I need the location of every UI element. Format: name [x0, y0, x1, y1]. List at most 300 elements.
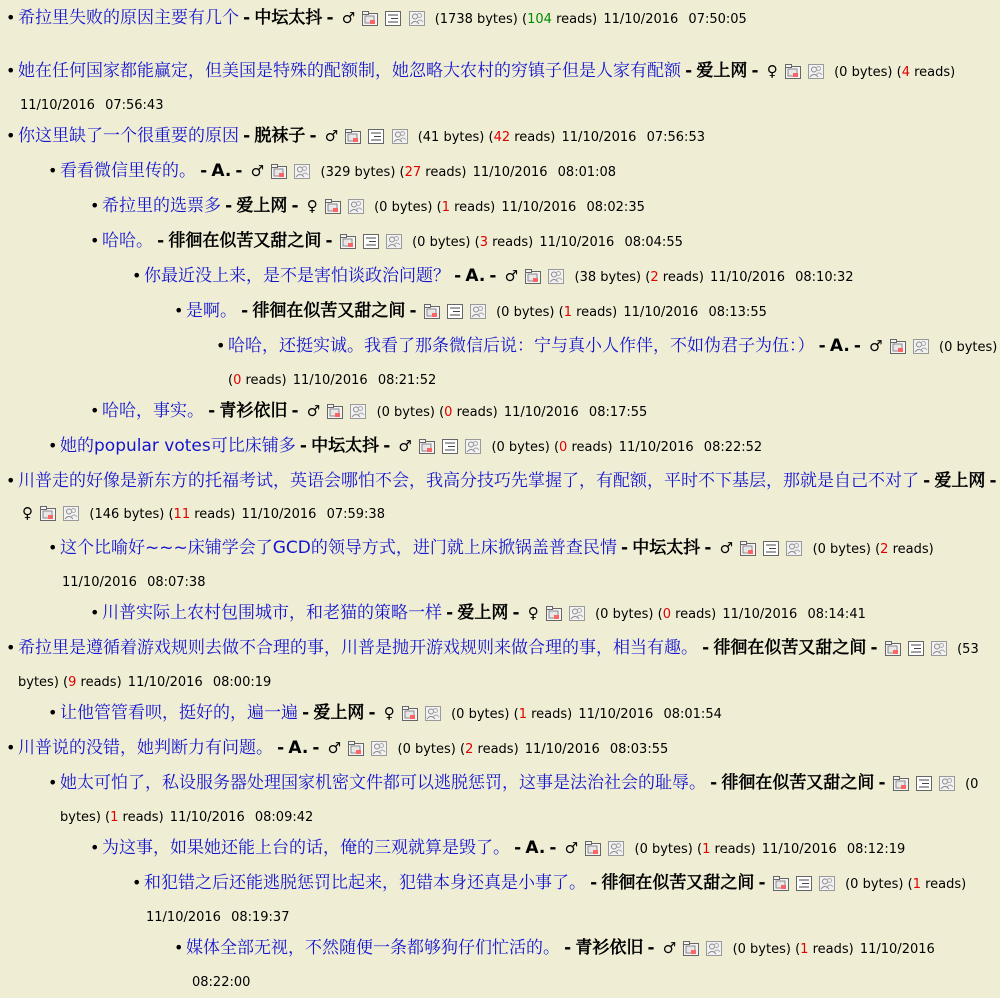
post-metadata: (0 bytes) (0 reads) 11/10/2016 08:17:55	[376, 405, 648, 420]
user-profile-icon[interactable]	[706, 938, 722, 968]
post-metadata: (0 bytes) (2 reads) 11/10/2016 08:07:38	[62, 542, 934, 590]
separator: -	[818, 336, 826, 356]
reply-list	[144, 933, 1000, 998]
gender-symbol: ♀	[22, 504, 33, 522]
post-title-link[interactable]: 这个比喻好~~~床铺学会了GCD的领导方式，进门就上床掀锅盖普查民情	[60, 538, 617, 558]
post-time: 07:59:38	[326, 507, 385, 522]
reply-list	[18, 698, 1000, 733]
user-profile-icon[interactable]	[786, 538, 802, 568]
reads-count: 2	[880, 542, 889, 557]
reads-count: 11	[173, 507, 191, 522]
post-title-link[interactable]: 看看微信里传的。	[60, 161, 196, 181]
user-profile-icon[interactable]	[348, 196, 364, 226]
thread-post	[4, 633, 1000, 733]
thread-post	[88, 226, 1000, 396]
reads-open-paren: (	[553, 440, 560, 455]
post-title-link[interactable]: 是啊。	[186, 301, 237, 321]
post-title-link[interactable]: 她的popular votes可比床铺多	[60, 436, 296, 456]
post-date: 11/10/2016	[761, 842, 837, 857]
reply-list	[18, 156, 1000, 466]
author-name[interactable]: 爱上网	[696, 61, 748, 81]
reply-list	[186, 331, 1000, 396]
folder-icon[interactable]	[525, 266, 541, 296]
post-title-link[interactable]: 她太可怕了，私设服务器处理国家机密文件都可以逃脱惩罚，这事是法治社会的耻辱。	[60, 773, 706, 793]
separator: -	[409, 301, 417, 321]
separator: -	[325, 231, 333, 251]
author-name[interactable]: 青衫依旧	[575, 938, 644, 958]
post-metadata: (0 bytes) (1 reads) 11/10/2016 08:02:35	[374, 200, 645, 215]
folder-icon[interactable]	[424, 301, 440, 331]
gender-symbol: ♀	[527, 604, 539, 622]
thread-post	[130, 868, 1000, 998]
thread-post	[88, 598, 1000, 633]
post-title-link[interactable]: 哈哈，事实。	[102, 401, 204, 421]
post-title-link[interactable]: 媒体全部无视，不然随便一条都够狗仔们忙活的。	[186, 938, 560, 958]
post-date: 11/10/2016	[603, 12, 679, 27]
post-metadata: (1738 bytes) (104 reads) 11/10/2016 07:50:05	[434, 12, 747, 27]
reads-count: 0	[662, 607, 671, 622]
post-title-link[interactable]: 和犯错之后还能逃脱惩罚比起来，犯错本身还真是小事了。	[144, 873, 586, 893]
reads-close-paren: )	[116, 675, 122, 690]
separator: -	[225, 196, 233, 216]
folder-icon[interactable]	[325, 196, 341, 226]
author-name[interactable]: 徘徊在似苦又甜之间	[168, 231, 322, 251]
post-size: (0 bytes)	[834, 65, 893, 80]
folder-icon[interactable]	[890, 336, 906, 366]
post-metadata: (0 bytes) (1 reads) 11/10/2016 08:09:42	[60, 777, 979, 825]
reads-close-paren: )	[750, 842, 756, 857]
reads-open-paren: (	[645, 270, 651, 285]
post-time: 08:22:52	[703, 440, 763, 455]
separator: -	[383, 436, 391, 456]
post-time: 08:07:38	[147, 575, 206, 590]
post-size: (0 bytes)	[496, 305, 555, 320]
post-date: 11/10/2016	[859, 942, 935, 957]
author-name[interactable]: 中坛太抖	[632, 538, 701, 558]
separator: -	[564, 938, 572, 958]
author-name[interactable]: 中坛太抖	[311, 436, 380, 456]
gender-symbol: ♂	[719, 539, 734, 557]
post-date: 11/10/2016	[146, 910, 221, 925]
gender-symbol: ♂	[341, 9, 356, 27]
thread-post	[46, 431, 1000, 466]
gender-symbol: ♂	[662, 939, 677, 957]
post-time: 07:56:43	[105, 98, 164, 113]
folder-icon[interactable]	[585, 838, 601, 868]
post-date: 11/10/2016	[241, 507, 317, 522]
post-metadata: (0 bytes) (0 reads) 11/10/2016 08:21:52	[228, 340, 998, 388]
reply-list	[60, 191, 1000, 431]
reads-close-paren: )	[490, 200, 496, 215]
post-size: (0 bytes)	[374, 200, 433, 215]
separator: -	[243, 126, 251, 146]
separator: -	[758, 873, 766, 893]
thread-post	[4, 56, 1000, 121]
folder-icon[interactable]	[885, 638, 901, 668]
user-profile-icon[interactable]	[425, 703, 441, 733]
separator: -	[454, 266, 462, 286]
author-name[interactable]: A.	[525, 838, 546, 858]
thread-post	[4, 733, 1000, 998]
post-title-link[interactable]: 川普走的好像是新东方的托福考试，英语会哪怕不会，我高分技巧先掌握了，有配额，平时不下基层，那就是自己不对了	[18, 471, 919, 491]
post-time: 08:04:55	[624, 235, 683, 250]
author-name[interactable]: 青衫依旧	[219, 401, 288, 421]
reads-count: 104	[527, 12, 552, 27]
folder-icon[interactable]	[893, 773, 909, 803]
reads-open-paren: (	[228, 373, 234, 388]
post-date: 11/10/2016	[578, 707, 654, 722]
reads-close-paren: )	[848, 942, 854, 957]
gender-symbol: ♂	[250, 162, 265, 180]
user-profile-icon[interactable]	[931, 638, 947, 668]
reads-count: 42	[493, 130, 511, 145]
user-profile-icon[interactable]	[939, 773, 955, 803]
text-icon[interactable]	[908, 638, 924, 668]
text-icon[interactable]	[916, 773, 932, 803]
post-time: 08:22:00	[192, 975, 251, 990]
reads-count: 4	[901, 65, 910, 80]
separator: -	[702, 638, 710, 658]
folder-icon[interactable]	[40, 503, 56, 533]
thread-post	[130, 261, 1000, 396]
post-metadata: (53 bytes) (9 reads) 11/10/2016 08:00:19	[18, 642, 979, 690]
post-size: (0 bytes)	[732, 942, 791, 957]
gender-symbol: ♂	[306, 402, 321, 420]
reads-open-paren: (	[168, 507, 174, 522]
folder-icon[interactable]	[402, 703, 418, 733]
post-size: (1738 bytes)	[434, 12, 518, 27]
post-metadata: (0 bytes) (0 reads) 11/10/2016 08:22:52	[491, 440, 763, 455]
post-size: (0 bytes)	[845, 877, 904, 892]
post-date: 11/10/2016	[62, 575, 137, 590]
separator: -	[157, 231, 165, 251]
separator: -	[514, 838, 522, 858]
post-metadata: (0 bytes) (4 reads) 11/10/2016 07:56:43	[20, 65, 956, 113]
thread-post	[46, 698, 1000, 733]
folder-icon[interactable]	[773, 873, 789, 903]
reply-list	[60, 598, 1000, 633]
reads-count: 0	[233, 373, 242, 388]
reads-count: 3	[479, 235, 488, 250]
post-title-link[interactable]: 她在任何国家都能赢定，但美国是特殊的配额制，她忽略大农村的穷镇子但是人家有配额	[18, 61, 681, 81]
reads-count: 27	[404, 165, 422, 180]
reads-count: 1	[563, 305, 572, 320]
separator: -	[235, 161, 243, 181]
separator: -	[751, 61, 759, 81]
post-title-link[interactable]: 为这事，如果她还能上台的话，俺的三观就算是毁了。	[102, 838, 510, 858]
post-metadata: (38 bytes) (2 reads) 11/10/2016 08:10:32	[574, 270, 854, 285]
gender-symbol: ♂	[504, 267, 519, 285]
separator: -	[309, 126, 317, 146]
reply-list	[102, 261, 1000, 396]
folder-icon[interactable]	[362, 8, 378, 38]
user-profile-icon[interactable]	[470, 301, 486, 331]
reads-count: 1	[518, 707, 527, 722]
post-title-link[interactable]: 你最近没上来，是不是害怕谈政治问题？	[144, 266, 450, 286]
post-title-link[interactable]: 哈哈，还挺实诚。我看了那条微信后说：宁与真小人作伴，不如伪君子为伍：）	[228, 336, 815, 356]
user-profile-icon[interactable]	[569, 603, 585, 633]
separator: -	[208, 401, 216, 421]
reads-count: 2	[650, 270, 659, 285]
reads-open-paren: (	[558, 305, 564, 320]
separator: -	[368, 703, 376, 723]
user-profile-icon[interactable]	[808, 61, 824, 91]
author-name[interactable]: A.	[465, 266, 486, 286]
reads-open-paren: (	[896, 65, 902, 80]
post-date: 11/10/2016	[501, 200, 577, 215]
reads-close-paren: )	[230, 507, 236, 522]
separator: -	[512, 603, 520, 623]
user-profile-icon[interactable]	[913, 336, 929, 366]
folder-icon[interactable]	[740, 538, 756, 568]
author-name[interactable]: 脱袜子	[254, 126, 306, 146]
reads-open-paren: (	[399, 165, 405, 180]
post-date: 11/10/2016	[503, 405, 579, 420]
post-date: 11/10/2016	[561, 130, 637, 145]
separator: -	[291, 196, 299, 216]
reply-list	[60, 833, 1000, 998]
reads-count: 0	[444, 405, 453, 420]
separator: -	[989, 471, 997, 491]
author-name[interactable]: 爱上网	[457, 603, 509, 623]
post-time: 08:03:55	[609, 742, 669, 757]
reads-open-paren: (	[697, 842, 703, 857]
post-title-link[interactable]: 川普说的没错，她判断力有问题。	[18, 738, 273, 758]
separator: -	[489, 266, 497, 286]
separator: -	[590, 873, 598, 893]
post-metadata: (0 bytes) (1 reads) 11/10/2016 08:01:54	[451, 707, 722, 722]
user-profile-icon[interactable]	[350, 401, 366, 431]
separator: -	[302, 703, 310, 723]
thread-post	[88, 396, 1000, 431]
post-date: 11/10/2016	[722, 607, 798, 622]
reads-close-paren: )	[528, 235, 534, 250]
thread-post	[88, 833, 1000, 998]
user-profile-icon[interactable]	[548, 266, 564, 296]
author-name[interactable]: 爱上网	[313, 703, 365, 723]
post-metadata: (41 bytes) (42 reads) 11/10/2016 07:56:53	[417, 130, 705, 145]
post-time: 08:10:32	[795, 270, 854, 285]
post-size: (0 bytes)	[412, 235, 471, 250]
post-metadata: (146 bytes) (11 reads) 11/10/2016 07:59:38	[89, 507, 385, 522]
separator: -	[870, 638, 878, 658]
text-icon[interactable]	[368, 126, 384, 156]
text-icon[interactable]	[385, 8, 401, 38]
folder-icon[interactable]	[345, 126, 361, 156]
reads-close-paren: )	[492, 405, 498, 420]
reads-close-paren: )	[698, 270, 704, 285]
separator: -	[685, 61, 693, 81]
reads-close-paren: )	[961, 877, 967, 892]
gender-symbol: ♂	[869, 337, 883, 355]
reads-open-paren: (	[105, 810, 111, 825]
folder-icon[interactable]	[271, 161, 287, 191]
separator: -	[200, 161, 208, 181]
post-date: 11/10/2016	[539, 235, 615, 250]
separator: -	[704, 538, 712, 558]
post-title-link[interactable]: 希拉里是遵循着游戏规则去做不合理的事，川普是抛开游戏规则来做合理的事，相当有趣。	[18, 638, 698, 658]
thread-post	[46, 533, 1000, 633]
reads-close-paren: )	[513, 742, 519, 757]
post-title-link[interactable]: 希拉里失败的原因主要有几个	[18, 8, 239, 28]
user-profile-icon[interactable]	[63, 503, 79, 533]
thread-post	[4, 3, 1000, 38]
post-metadata: (0 bytes) (1 reads) 11/10/2016 08:22:00	[192, 942, 935, 990]
post-title-link[interactable]: 哈哈。	[102, 231, 153, 251]
author-name[interactable]: 徘徊在似苦又甜之间	[252, 301, 406, 321]
separator: -	[277, 738, 285, 758]
post-time: 08:01:54	[663, 707, 722, 722]
post-title-link[interactable]: 让他管管看呗，挺好的，遍一遍	[60, 703, 298, 723]
user-profile-icon[interactable]	[386, 231, 402, 261]
post-date: 11/10/2016	[292, 373, 368, 388]
reads-open-paren: (	[657, 607, 663, 622]
folder-icon[interactable]	[340, 231, 356, 261]
separator: -	[647, 938, 655, 958]
author-name[interactable]: 中坛太抖	[254, 8, 323, 28]
gender-symbol: ♂	[324, 127, 339, 145]
post-size: (0 bytes)	[634, 842, 693, 857]
separator: -	[878, 773, 886, 793]
separator: -	[710, 773, 718, 793]
gender-symbol: ♂	[398, 437, 412, 455]
reads-open-paren: (	[795, 942, 801, 957]
post-size: (146 bytes)	[89, 507, 165, 522]
folder-icon[interactable]	[327, 401, 343, 431]
post-title-link[interactable]: 你这里缺了一个很重要的原因	[18, 126, 239, 146]
folder-icon[interactable]	[546, 603, 562, 633]
post-date: 11/10/2016	[127, 675, 203, 690]
user-profile-icon[interactable]	[371, 738, 387, 768]
folder-icon[interactable]	[785, 61, 801, 91]
post-metadata: (0 bytes) (1 reads) 11/10/2016 08:13:55	[496, 305, 767, 320]
post-time: 07:56:53	[646, 130, 705, 145]
post-metadata: (0 bytes) (1 reads) 11/10/2016 08:12:19	[634, 842, 906, 857]
folder-icon[interactable]	[348, 738, 364, 768]
post-time: 08:02:35	[586, 200, 645, 215]
text-icon[interactable]	[796, 873, 812, 903]
reads-close-paren: )	[567, 707, 573, 722]
thread-post	[4, 121, 1000, 466]
author-name[interactable]: 爱上网	[934, 471, 986, 491]
reads-count: 1	[912, 877, 921, 892]
post-time: 08:19:37	[231, 910, 290, 925]
post-size: (0 bytes)	[397, 742, 456, 757]
post-size: (329 bytes)	[320, 165, 396, 180]
post-metadata: (0 bytes) (1 reads) 11/10/2016 08:19:37	[146, 877, 967, 925]
reads-close-paren: )	[550, 130, 556, 145]
post-size: (0 bytes)	[451, 707, 510, 722]
reply-list	[18, 533, 1000, 633]
author-name[interactable]: 爱上网	[236, 196, 288, 216]
reads-count: 9	[68, 675, 77, 690]
reads-close-paren: )	[592, 12, 598, 27]
post-title-link[interactable]: 川普实际上农村包围城市，和老猫的策略一样	[102, 603, 442, 623]
separator: -	[299, 436, 307, 456]
reply-list	[144, 296, 1000, 396]
author-name[interactable]: 徘徊在似苦又甜之间	[713, 638, 867, 658]
post-title-link[interactable]: 希拉里的选票多	[102, 196, 221, 216]
separator: -	[923, 471, 931, 491]
user-profile-icon[interactable]	[294, 161, 310, 191]
text-icon[interactable]	[447, 301, 463, 331]
text-icon[interactable]	[763, 538, 779, 568]
post-metadata: (0 bytes) (2 reads) 11/10/2016 08:03:55	[397, 742, 669, 757]
post-date: 11/10/2016	[524, 742, 600, 757]
gender-symbol: ♀	[306, 197, 318, 215]
author-name[interactable]: A.	[211, 161, 232, 181]
post-size: (0 bytes)	[491, 440, 550, 455]
author-name[interactable]: 徘徊在似苦又甜之间	[601, 873, 755, 893]
folder-icon[interactable]	[683, 938, 699, 968]
author-name[interactable]: A.	[829, 336, 850, 356]
separator: -	[853, 336, 861, 356]
post-size: (53 bytes)	[18, 642, 979, 690]
author-name[interactable]: A.	[288, 738, 309, 758]
thread-post	[46, 768, 1000, 998]
post-size: (0 bytes)	[595, 607, 654, 622]
reads-count: 2	[465, 742, 474, 757]
reads-count: 1	[702, 842, 711, 857]
post-time: 08:00:19	[212, 675, 272, 690]
separator: -	[621, 538, 629, 558]
post-time: 08:01:08	[557, 165, 617, 180]
reply-list	[102, 868, 1000, 998]
separator: -	[243, 8, 251, 28]
gender-symbol: ♀	[766, 62, 778, 80]
reply-list	[18, 768, 1000, 998]
post-time: 08:13:55	[708, 305, 767, 320]
user-profile-icon[interactable]	[409, 8, 425, 38]
reads-open-paren: (	[488, 130, 494, 145]
gender-symbol: ♀	[383, 704, 395, 722]
thread-post	[4, 466, 1000, 633]
reads-count: 1	[800, 942, 809, 957]
reads-open-paren: (	[439, 405, 445, 420]
reads-close-paren: )	[612, 305, 618, 320]
gender-symbol: ♂	[564, 839, 579, 857]
reads-open-paren: (	[63, 675, 69, 690]
reads-close-paren: )	[711, 607, 717, 622]
thread-post	[172, 933, 1000, 998]
reads-count: 1	[110, 810, 119, 825]
separator: -	[241, 301, 249, 321]
author-name[interactable]: 徘徊在似苦又甜之间	[721, 773, 875, 793]
post-time: 08:14:41	[807, 607, 866, 622]
post-size: (38 bytes)	[574, 270, 642, 285]
post-time: 08:09:42	[254, 810, 314, 825]
text-icon[interactable]	[363, 231, 379, 261]
user-profile-icon[interactable]	[392, 126, 408, 156]
user-profile-icon[interactable]	[819, 873, 835, 903]
post-date: 11/10/2016	[623, 305, 699, 320]
reads-close-paren: )	[158, 810, 164, 825]
post-date: 11/10/2016	[618, 440, 694, 455]
post-date: 11/10/2016	[20, 98, 95, 113]
user-profile-icon[interactable]	[608, 838, 624, 868]
thread-post	[172, 296, 1000, 396]
gender-symbol: ♂	[327, 739, 342, 757]
post-time: 08:17:55	[588, 405, 648, 420]
reads-count: 1	[441, 200, 450, 215]
text-icon[interactable]	[442, 436, 458, 466]
post-date: 11/10/2016	[472, 165, 548, 180]
post-size: (0 bytes)	[939, 340, 998, 355]
folder-icon[interactable]	[419, 436, 435, 466]
reads-open-paren: (	[907, 877, 913, 892]
user-profile-icon[interactable]	[465, 436, 481, 466]
separator: -	[446, 603, 454, 623]
